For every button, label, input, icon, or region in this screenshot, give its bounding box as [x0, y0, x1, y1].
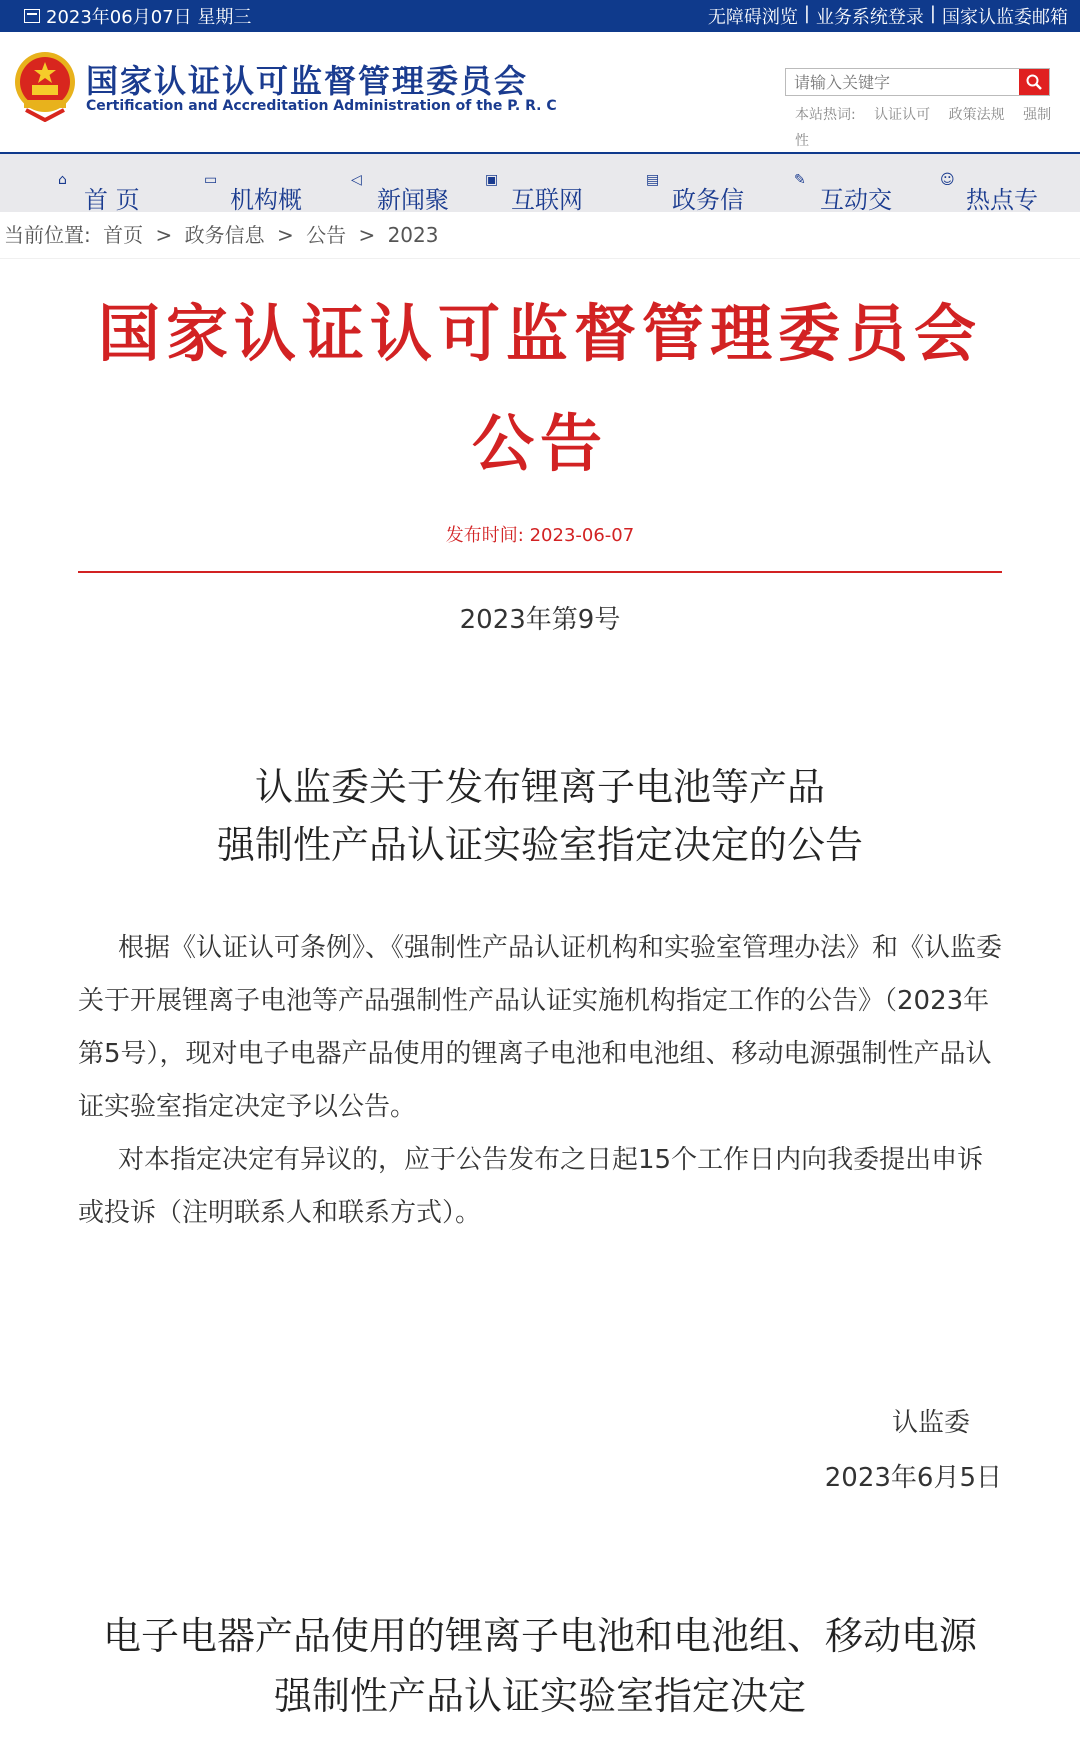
- breadcrumb-item-notices[interactable]: 公告: [306, 223, 347, 247]
- accessibility-link[interactable]: 无障碍浏览: [707, 7, 798, 28]
- nav-label: 互动交: [820, 186, 892, 214]
- search-icon: [1025, 73, 1043, 91]
- main-nav: [0, 154, 1080, 212]
- breadcrumb-item-year[interactable]: 2023: [387, 223, 439, 247]
- date-display: [24, 3, 251, 29]
- hot-word[interactable]: 强制性: [795, 107, 1052, 149]
- monitor-icon: ▭: [204, 172, 218, 188]
- publish-time: [0, 521, 1080, 547]
- nav-label: 热点专: [966, 186, 1038, 214]
- link-separator: |: [929, 3, 936, 24]
- national-emblem-icon[interactable]: [12, 50, 78, 122]
- breadcrumb: [0, 212, 1080, 259]
- calendar-icon: [24, 9, 40, 23]
- screen-icon: ▣: [485, 172, 499, 188]
- breadcrumb-prefix: 当前位置:: [4, 223, 91, 247]
- hot-words: [795, 102, 1055, 154]
- nav-label: 首 页: [84, 186, 140, 214]
- bubble-icon: ☺: [940, 172, 955, 188]
- nav-label: 互联网: [511, 186, 583, 214]
- annex-title-line: 强制性产品认证实验室指定决定: [273, 1674, 806, 1718]
- publish-date: 2023-06-07: [529, 525, 635, 546]
- nav-item-topics[interactable]: [940, 172, 1038, 215]
- subtitle-line: 认监委关于发布锂离子电池等产品: [254, 765, 825, 809]
- date-text: 2023年06月07日 星期三: [46, 7, 252, 28]
- nav-label: 政务信: [672, 186, 744, 214]
- breadcrumb-item-home[interactable]: 首页: [103, 223, 144, 247]
- body-paragraph: 根据《认证认可条例》、《强制性产品认证机构和实验室管理办法》和《认监委关于开展锂离子电池等产品强制性产品认证实施机构指定工作的公告》（2023年第5号），现对电子电器产品使用的锂离子电池和电池组、移动电源强制性产品认证实验室指定决定予以公告。: [78, 933, 1003, 1122]
- breadcrumb-item-gov-info[interactable]: 政务信息: [184, 223, 265, 247]
- document-title: 国家认证认可监督管理委员会公告: [97, 297, 982, 480]
- hot-word[interactable]: 认证认可: [874, 107, 931, 123]
- business-login-link[interactable]: 业务系统登录: [815, 7, 924, 28]
- notice-body: [0, 922, 1080, 1240]
- search-input[interactable]: [786, 69, 1019, 95]
- nav-label: 机构概: [230, 186, 302, 214]
- hot-word[interactable]: 政策法规: [948, 107, 1005, 123]
- title-divider: [78, 571, 1002, 573]
- subtitle-line: 强制性产品认证实验室指定决定的公告: [216, 823, 863, 867]
- top-links: [708, 3, 1068, 29]
- nav-item-home[interactable]: [58, 172, 140, 215]
- link-separator: |: [803, 3, 810, 24]
- chat-icon: ▤: [646, 172, 660, 188]
- annex-title-line: 电子电器产品使用的锂离子电池和电池组、移动电源: [102, 1614, 977, 1658]
- nav-item-about[interactable]: [204, 172, 302, 215]
- mailbox-link[interactable]: 国家认监委邮箱: [942, 7, 1068, 28]
- nav-item-news[interactable]: [351, 172, 449, 215]
- site-header: [0, 32, 1080, 154]
- document-number: 2023年第9号: [459, 605, 621, 635]
- megaphone-icon: ◁: [351, 172, 362, 188]
- hot-label: 本站热词:: [795, 107, 856, 123]
- nav-item-internet[interactable]: [485, 172, 583, 215]
- annex-title: [0, 1606, 1080, 1726]
- org-name-cn[interactable]: 国家认证认可监督管理委员会: [86, 62, 529, 100]
- nav-label: 新闻聚: [377, 186, 449, 214]
- breadcrumb-separator: >: [358, 223, 376, 247]
- nav-item-interaction[interactable]: [794, 172, 892, 215]
- org-name-en: Certification and Accreditation Administration of the P. R. C: [86, 98, 557, 114]
- sign-date: 2023年6月5日: [824, 1463, 1002, 1493]
- search-box: [785, 68, 1050, 96]
- signature-block: [0, 1402, 1080, 1494]
- nav-item-gov-info[interactable]: [646, 172, 744, 215]
- home-icon: ⌂: [58, 172, 67, 188]
- publish-label: 发布时间:: [445, 525, 524, 546]
- search-button[interactable]: [1019, 69, 1049, 95]
- breadcrumb-separator: >: [276, 223, 294, 247]
- edit-icon: ✎: [794, 172, 806, 188]
- signer: 认监委: [891, 1408, 970, 1438]
- notice-subtitle: [0, 758, 1080, 874]
- breadcrumb-separator: >: [155, 223, 173, 247]
- body-paragraph: 对本指定决定有异议的，应于公告发布之日起15个工作日内向我委提出申诉或投诉（注明联系人和联系方式）。: [78, 1145, 984, 1228]
- top-bar: [0, 0, 1080, 32]
